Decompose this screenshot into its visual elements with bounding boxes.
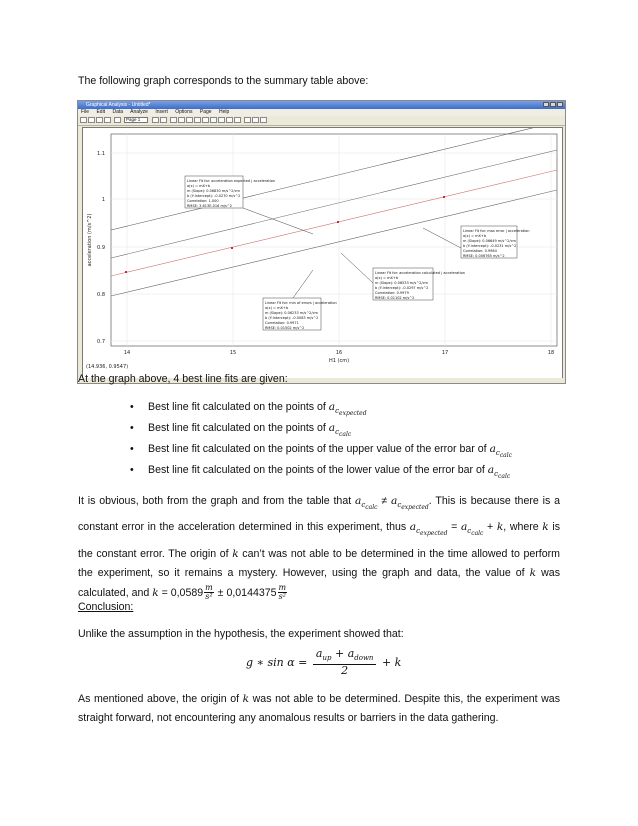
fit-box-title: Linear Fit for: max error | acceleration [463,229,530,233]
y-axis-label: acceleration (m/s^2) [87,213,93,267]
fit-box-line: m (Slope): 0.06533 m/s^2/cm [375,281,428,285]
k-error: 0,0144375 [226,586,277,599]
help-icon [260,117,267,123]
window-title: Graphical Analysis - Untitled* [86,102,151,108]
page-icon [114,117,121,123]
data-point [443,196,445,198]
fit-box-line: a(x) = mX+b [463,234,487,238]
conclusion-heading: Conclusion: [78,601,134,613]
fit-box-line: Correlation: 0.9979 [375,291,409,295]
minimize-icon [543,102,549,107]
linear-fit-icon [226,117,233,123]
y-tick-label: 0.7 [97,339,105,345]
fit-box-line: RMSE: 0.01502 m/s^2 [265,326,305,330]
fit-box-line: a(x) = mX+b [375,276,399,280]
fit-box-line: RMSE: 0.006765 m/s^2 [463,254,505,258]
menu-insert: Insert [155,109,168,115]
menu-options: Options [175,109,193,115]
x-tick-label: 17 [441,350,449,356]
toolbar [78,116,565,126]
page-select: Page 1 [124,117,148,123]
x-axis-label: H1 (cm) [328,358,350,364]
fit-box-line: m (Slope): 0.06649 m/s^2/cm [463,239,516,243]
autoscale-icon [170,117,177,123]
zoom-in-icon [178,117,185,123]
tangent-icon [202,117,209,123]
x-tick-label: 14 [123,350,131,356]
open-icon [88,117,95,123]
table-icon [152,117,159,123]
fit-box-line: b (Y-Intercept): -0.0231 m/s^2 [463,244,517,248]
graph-icon [160,117,167,123]
fit-box-title: Linear Fit for: acceleration expected | acceleration [187,179,276,183]
fit-box-line: Correlation: 0.9984 [463,249,497,253]
x-tick-label: 15 [229,350,237,356]
fit-list [130,398,570,482]
intro-text: The following graph corresponds to the summary table above: [78,75,369,87]
menu-help: Help [218,109,230,115]
x-tick-label: 18 [547,350,555,356]
list-item: • Best line fit calculated on the points of $a_{c_{expected}}$ [130,398,570,419]
fit-box-line: b (Y-Intercept): -0.0297 m/s^2 [375,286,429,290]
window-titlebar [78,101,565,109]
list-item: • Best line fit calculated on the points of the lower value of the error bar of $a_{c_{calc}}$ [130,461,570,482]
fit-box-line: RMSE: 3.613E-016 m/s^2 [187,204,233,208]
maximize-icon [550,102,556,107]
fit-box-line: m (Slope): 0.06233 m/s^2/cm [265,311,318,315]
zoom-out-icon [186,117,193,123]
fit-plot [83,128,562,378]
y-tick-label: 1.1 [97,151,105,157]
curve-fit-icon [234,117,241,123]
camera-icon [252,117,259,123]
list-item: • Best line fit calculated on the points of the upper value of the error bar of $a_{c_{calc}}$ [130,440,570,461]
fit-box-title: Linear Fit for: min of errors | acceleration [265,301,337,305]
fit-box-line: a(x) = mX+b [187,184,211,188]
fit-box-line: Correlation: 1.000 [187,199,219,203]
x-tick-label: 16 [335,350,343,356]
fit-box-line: Correlation: 0.9971 [265,321,299,325]
fit-box-title: Linear Fit for: acceleration calculated | acceleration [375,271,465,275]
cursor-coords: (14.936, 0.9547) [86,364,129,370]
graph-screenshot [77,100,566,384]
fit-box-line: b (Y-Intercept): -0.0270 m/s^2 [187,194,241,198]
integral-icon [210,117,217,123]
menu-data: Data [112,109,124,115]
examine-icon [194,117,201,123]
text-icon [244,117,251,123]
k-value: 0,0589 [170,586,204,599]
y-tick-label: 0.9 [97,245,105,251]
close-icon [557,102,563,107]
menu-bar [78,109,565,116]
menu-analyze: Analyze [130,109,148,115]
fit-box-line: RMSE: 0.01102 m/s^2 [375,296,415,300]
menu-page: Page [199,109,212,115]
fit-box-line: m (Slope): 0.06830 m/s^2/cm [187,189,240,193]
conclusion-text: Unlike the assumption in the hypothesis, the experiment showed that: [78,628,404,640]
stats-icon [218,117,225,123]
menu-edit: Edit [96,109,106,115]
menu-file: File [81,109,90,115]
y-tick-label: 0.8 [97,292,105,298]
final-paragraph: As mentioned above, the origin of k was not able to be determined. Despite this, the experiment was straight forward, not encountering any anomalous results or barriers in the data gathering. [78,693,560,724]
data-point [231,247,233,249]
fit-box-line: a(x) = mX+b [265,306,289,310]
new-icon [80,117,87,123]
list-item: • Best line fit calculated on the points of $a_{c_{calc}}$ [130,419,570,440]
fits-intro: At the graph above, 4 best line fits are given: [78,373,288,385]
save-icon [96,117,103,123]
graph-area [82,127,563,379]
discussion-paragraph: It is obvious, both from the graph and from the table that $a_{c_{calc}} \ne a_{c_{expected}}$. This is because there is a constant error in the acceleration determined in this experiment, thus $a_{c_{expected}} = a_{c_{calc}} + k$, where k is the constant error. The origin of k can’t was not able to be determined in the time allowed to perform the experiment, so it remains a mystery. However, using the graph and data, the value of k was calculated, and k = 0,0589 $\frac{m}{\text{s²}}$ ± 0,0144375 $\frac{m}{\text{s²}}$ [78,495,560,602]
y-tick-label: 1 [101,197,105,203]
data-point [337,221,339,223]
print-icon [104,117,111,123]
equation: g ∗ sin α = $\frac{a_{up} + a_{down}}{2}$ + k [246,647,402,677]
fit-box-line: b (Y-Intercept): -0.0083 m/s^2 [265,316,319,320]
data-point [125,271,127,273]
